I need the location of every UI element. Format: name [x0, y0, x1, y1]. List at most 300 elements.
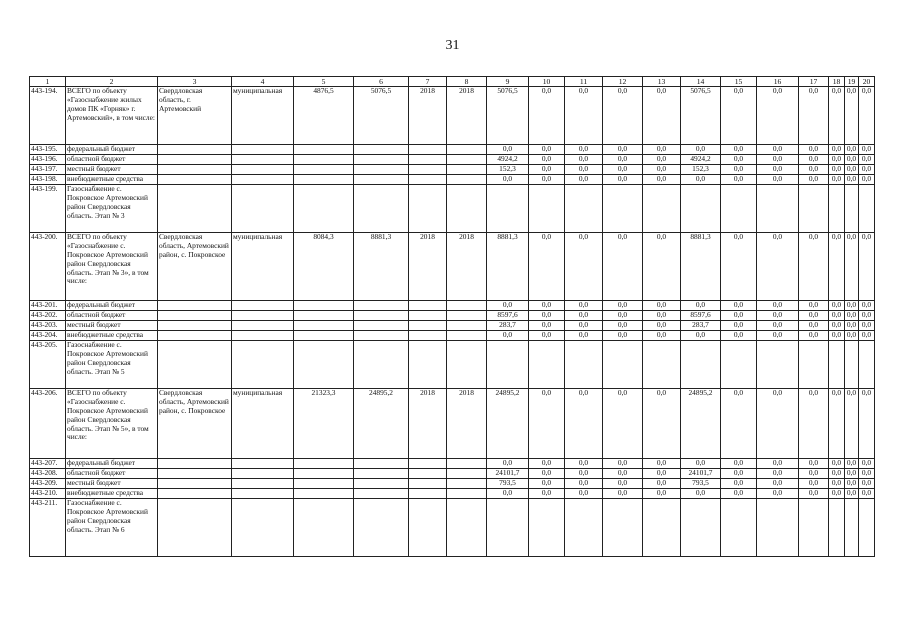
table-cell — [158, 331, 232, 341]
table-row — [30, 311, 875, 321]
table-cell — [409, 185, 447, 233]
table-row — [30, 469, 875, 479]
column-header: 7 — [409, 77, 447, 87]
table-cell: 0,0 — [643, 469, 681, 479]
table-cell: 0,0 — [529, 233, 565, 301]
table-cell — [447, 145, 487, 155]
table-cell: 0,0 — [845, 459, 859, 469]
table-cell — [529, 185, 565, 233]
table-cell: Свердловская область, Артемовский район, с. Покровское — [158, 389, 232, 459]
table-cell — [158, 175, 232, 185]
row-name-cell: местный бюджет — [66, 479, 158, 489]
table-cell: 0,0 — [799, 331, 829, 341]
table-cell — [294, 145, 354, 155]
table-cell: 4924,2 — [487, 155, 529, 165]
table-cell: 2018 — [409, 233, 447, 301]
table-cell — [409, 469, 447, 479]
table-cell — [294, 459, 354, 469]
table-row — [30, 499, 875, 557]
table-cell: 0,0 — [757, 145, 799, 155]
table-cell — [829, 185, 845, 233]
table-cell: 0,0 — [721, 175, 757, 185]
table-cell — [354, 311, 409, 321]
row-name-cell: Газоснабжение с. Покровское Артемовский район Свердловская область. Этап № 5 — [66, 341, 158, 389]
column-header: 5 — [294, 77, 354, 87]
column-header: 4 — [232, 77, 294, 87]
column-header: 14 — [681, 77, 721, 87]
table-cell: 0,0 — [829, 145, 845, 155]
table-cell: 0,0 — [845, 321, 859, 331]
table-cell: 0,0 — [859, 321, 875, 331]
table-cell — [294, 331, 354, 341]
table-row — [30, 479, 875, 489]
table-cell — [232, 311, 294, 321]
table-cell — [354, 145, 409, 155]
table-cell — [409, 499, 447, 557]
table-cell: 0,0 — [757, 331, 799, 341]
table-cell: 0,0 — [721, 469, 757, 479]
table-cell — [294, 165, 354, 175]
table-cell: 0,0 — [845, 331, 859, 341]
table-cell: 0,0 — [721, 165, 757, 175]
table-cell: 0,0 — [681, 145, 721, 155]
table-cell — [294, 185, 354, 233]
table-cell: 0,0 — [845, 165, 859, 175]
table-row — [30, 155, 875, 165]
table-cell: 0,0 — [565, 145, 603, 155]
table-cell: 0,0 — [529, 489, 565, 499]
table-cell — [158, 165, 232, 175]
table-cell — [232, 321, 294, 331]
table-cell: 0,0 — [603, 155, 643, 165]
table-cell: 0,0 — [757, 87, 799, 145]
table-cell: 0,0 — [529, 165, 565, 175]
table-cell: 0,0 — [845, 469, 859, 479]
row-code-cell: 443-196. — [30, 155, 66, 165]
table-cell: 0,0 — [757, 311, 799, 321]
table-cell — [354, 459, 409, 469]
table-cell: 0,0 — [829, 155, 845, 165]
table-cell: 24895,2 — [354, 389, 409, 459]
row-code-cell: 443-207. — [30, 459, 66, 469]
column-header: 10 — [529, 77, 565, 87]
row-code-cell: 443-197. — [30, 165, 66, 175]
table-cell: 0,0 — [829, 301, 845, 311]
table-cell: 8084,3 — [294, 233, 354, 301]
column-header: 20 — [859, 77, 875, 87]
table-cell — [232, 145, 294, 155]
table-cell — [294, 301, 354, 311]
table-cell — [757, 185, 799, 233]
table-cell: 283,7 — [487, 321, 529, 331]
table-cell: 0,0 — [643, 489, 681, 499]
table-cell — [565, 499, 603, 557]
column-header: 13 — [643, 77, 681, 87]
table-cell: муниципальная — [232, 233, 294, 301]
table-cell — [354, 301, 409, 311]
row-name-cell: Газоснабжение с. Покровское Артемовский район Свердловская область. Этап № 3 — [66, 185, 158, 233]
table-cell: 24895,2 — [681, 389, 721, 459]
table-cell — [354, 341, 409, 389]
table-cell — [294, 321, 354, 331]
table-cell — [158, 301, 232, 311]
table-cell: 0,0 — [721, 331, 757, 341]
table-cell — [409, 331, 447, 341]
table-cell: 0,0 — [603, 459, 643, 469]
table-row — [30, 175, 875, 185]
table-cell: 0,0 — [529, 459, 565, 469]
table-cell: 0,0 — [643, 301, 681, 311]
table-cell — [354, 499, 409, 557]
table-cell: муниципальная — [232, 389, 294, 459]
table-cell — [565, 341, 603, 389]
table-cell — [447, 321, 487, 331]
table-cell: 0,0 — [829, 469, 845, 479]
table-cell: 0,0 — [603, 311, 643, 321]
table-cell: 0,0 — [643, 145, 681, 155]
table-cell — [354, 489, 409, 499]
table-cell — [681, 341, 721, 389]
table-cell — [354, 185, 409, 233]
row-name-cell: Газоснабжение с. Покровское Артемовский район Свердловская область. Этап № 6 — [66, 499, 158, 557]
table-cell: 24101,7 — [681, 469, 721, 479]
table-cell: 0,0 — [529, 479, 565, 489]
table-cell: 0,0 — [565, 233, 603, 301]
table-cell: 0,0 — [529, 389, 565, 459]
table-cell: 793,5 — [487, 479, 529, 489]
table-cell — [845, 341, 859, 389]
table-cell: 0,0 — [859, 165, 875, 175]
row-code-cell: 443-202. — [30, 311, 66, 321]
table-cell — [409, 459, 447, 469]
table-cell: 0,0 — [721, 479, 757, 489]
table-cell — [158, 311, 232, 321]
table-cell — [232, 469, 294, 479]
table-cell — [829, 341, 845, 389]
column-header: 17 — [799, 77, 829, 87]
table-cell — [409, 489, 447, 499]
table-cell: 0,0 — [643, 331, 681, 341]
table-cell: 0,0 — [859, 479, 875, 489]
table-cell: 0,0 — [603, 233, 643, 301]
table-cell: 0,0 — [565, 479, 603, 489]
table-cell: 0,0 — [799, 311, 829, 321]
table-cell: 0,0 — [643, 87, 681, 145]
table-cell: 0,0 — [859, 301, 875, 311]
column-header: 1 — [30, 77, 66, 87]
table-cell: 0,0 — [643, 165, 681, 175]
table-cell: 0,0 — [643, 175, 681, 185]
table-cell — [158, 499, 232, 557]
table-row — [30, 389, 875, 459]
table-cell: 152,3 — [681, 165, 721, 175]
column-header: 18 — [829, 77, 845, 87]
table-row — [30, 185, 875, 233]
table-cell — [845, 499, 859, 557]
row-code-cell: 443-211. — [30, 499, 66, 557]
table-cell: 2018 — [409, 389, 447, 459]
row-code-cell: 443-195. — [30, 145, 66, 155]
table-cell: 0,0 — [643, 389, 681, 459]
table-cell: 0,0 — [565, 175, 603, 185]
table-cell: 0,0 — [681, 459, 721, 469]
table-cell: 0,0 — [757, 155, 799, 165]
table-row — [30, 145, 875, 155]
table-cell — [354, 175, 409, 185]
table-cell — [447, 459, 487, 469]
table-cell: 0,0 — [643, 311, 681, 321]
table-cell: 0,0 — [603, 301, 643, 311]
row-code-cell: 443-199. — [30, 185, 66, 233]
table-cell: 8597,6 — [487, 311, 529, 321]
row-name-cell: ВСЕГО по объекту «Газоснабжение с. Покровское Артемовский район Свердловская область. Этап № 3», в том числе: — [66, 233, 158, 301]
table-cell: 0,0 — [565, 311, 603, 321]
table-cell — [859, 341, 875, 389]
table-cell — [643, 499, 681, 557]
row-code-cell: 443-194. — [30, 87, 66, 145]
table-cell: Свердловская область, г. Артемовский — [158, 87, 232, 145]
table-cell — [447, 185, 487, 233]
table-cell — [232, 155, 294, 165]
table-cell: 0,0 — [799, 459, 829, 469]
table-cell — [845, 185, 859, 233]
table-cell: 0,0 — [799, 165, 829, 175]
table-cell: 0,0 — [721, 87, 757, 145]
table-cell — [721, 185, 757, 233]
table-cell: 5076,5 — [487, 87, 529, 145]
table-cell: 283,7 — [681, 321, 721, 331]
table-cell: 0,0 — [829, 321, 845, 331]
table-cell: 0,0 — [859, 87, 875, 145]
table-cell: муниципальная — [232, 87, 294, 145]
table-cell — [158, 459, 232, 469]
table-cell: 0,0 — [721, 321, 757, 331]
table-cell: 0,0 — [799, 155, 829, 165]
table-cell — [158, 321, 232, 331]
table-cell — [409, 175, 447, 185]
table-cell: 0,0 — [845, 479, 859, 489]
table-cell: 0,0 — [757, 165, 799, 175]
table-cell — [487, 499, 529, 557]
table-cell: 8881,3 — [681, 233, 721, 301]
table-cell: 0,0 — [565, 489, 603, 499]
table-cell: 0,0 — [529, 87, 565, 145]
table-cell — [829, 499, 845, 557]
row-code-cell: 443-204. — [30, 331, 66, 341]
table-cell — [603, 341, 643, 389]
table-cell — [565, 185, 603, 233]
table-cell: 0,0 — [603, 165, 643, 175]
column-header: 3 — [158, 77, 232, 87]
table-cell: 0,0 — [721, 459, 757, 469]
table-cell: 0,0 — [643, 321, 681, 331]
table-cell — [447, 301, 487, 311]
table-cell — [158, 341, 232, 389]
table-cell: 2018 — [447, 233, 487, 301]
table-cell: 0,0 — [799, 469, 829, 479]
table-cell — [232, 185, 294, 233]
column-header: 16 — [757, 77, 799, 87]
table-cell — [232, 301, 294, 311]
row-code-cell: 443-200. — [30, 233, 66, 301]
table-cell — [232, 479, 294, 489]
table-cell: 0,0 — [757, 175, 799, 185]
table-cell — [529, 499, 565, 557]
table-cell: 0,0 — [859, 311, 875, 321]
table-cell: 0,0 — [859, 155, 875, 165]
page-number: 31 — [445, 38, 460, 53]
table-cell: 0,0 — [487, 459, 529, 469]
table-cell: 0,0 — [799, 389, 829, 459]
table-cell — [232, 175, 294, 185]
column-header: 12 — [603, 77, 643, 87]
table-cell: 0,0 — [757, 301, 799, 311]
table-cell — [409, 145, 447, 155]
table-cell — [487, 341, 529, 389]
table-cell — [158, 155, 232, 165]
table-cell: 0,0 — [721, 311, 757, 321]
table-row — [30, 321, 875, 331]
table-cell: 0,0 — [721, 233, 757, 301]
row-code-cell: 443-205. — [30, 341, 66, 389]
table-cell: 0,0 — [529, 321, 565, 331]
table-cell — [294, 341, 354, 389]
table-cell: 0,0 — [829, 233, 845, 301]
table-cell: 0,0 — [799, 145, 829, 155]
table-cell: 8597,6 — [681, 311, 721, 321]
row-name-cell: местный бюджет — [66, 321, 158, 331]
table-cell: 0,0 — [859, 175, 875, 185]
table-cell: 4876,5 — [294, 87, 354, 145]
table-row — [30, 87, 875, 145]
table-cell: 0,0 — [643, 233, 681, 301]
table-cell: 0,0 — [829, 479, 845, 489]
table-cell — [487, 185, 529, 233]
table-cell: 0,0 — [487, 331, 529, 341]
table-cell: Свердловская область, Артемовский район, с. Покровское — [158, 233, 232, 301]
table-cell — [447, 175, 487, 185]
table-cell: 0,0 — [859, 233, 875, 301]
table-cell: 0,0 — [565, 331, 603, 341]
table-cell: 0,0 — [829, 459, 845, 469]
table-cell — [447, 489, 487, 499]
table-cell: 793,5 — [681, 479, 721, 489]
row-code-cell: 443-198. — [30, 175, 66, 185]
table-cell — [409, 165, 447, 175]
table-cell — [354, 321, 409, 331]
table-cell: 0,0 — [681, 489, 721, 499]
table-cell: 0,0 — [721, 389, 757, 459]
table-cell: 5076,5 — [681, 87, 721, 145]
table-cell: 0,0 — [757, 479, 799, 489]
table-cell: 0,0 — [565, 459, 603, 469]
table-cell: 0,0 — [603, 479, 643, 489]
table-cell: 0,0 — [487, 145, 529, 155]
row-name-cell: областной бюджет — [66, 469, 158, 479]
table-row — [30, 459, 875, 469]
table-cell — [643, 185, 681, 233]
row-code-cell: 443-203. — [30, 321, 66, 331]
table-cell: 4924,2 — [681, 155, 721, 165]
table-cell: 0,0 — [845, 489, 859, 499]
table-cell — [409, 479, 447, 489]
table-cell: 2018 — [447, 389, 487, 459]
table-cell: 0,0 — [603, 489, 643, 499]
row-code-cell: 443-201. — [30, 301, 66, 311]
table-row — [30, 489, 875, 499]
table-cell — [603, 499, 643, 557]
table-cell: 0,0 — [643, 459, 681, 469]
table-cell: 0,0 — [721, 145, 757, 155]
table-cell: 0,0 — [757, 233, 799, 301]
table-cell — [643, 341, 681, 389]
table-cell: 0,0 — [565, 87, 603, 145]
table-cell — [232, 165, 294, 175]
table-cell: 0,0 — [721, 301, 757, 311]
table-cell — [799, 341, 829, 389]
table-cell — [409, 341, 447, 389]
table-cell: 0,0 — [859, 145, 875, 155]
table-cell: 0,0 — [487, 489, 529, 499]
table-row — [30, 301, 875, 311]
table-cell: 0,0 — [829, 165, 845, 175]
table-cell — [158, 489, 232, 499]
table-cell: 0,0 — [799, 479, 829, 489]
table-row — [30, 165, 875, 175]
table-cell: 0,0 — [721, 155, 757, 165]
row-name-cell: внебюджетные средства — [66, 489, 158, 499]
table-cell — [294, 489, 354, 499]
table-cell — [721, 341, 757, 389]
table-cell: 0,0 — [845, 175, 859, 185]
table-cell — [294, 499, 354, 557]
row-name-cell: ВСЕГО по объекту «Газоснабжение жилых домов ПК «Горняк» г. Артемовский», в том числе: — [66, 87, 158, 145]
table-cell — [158, 185, 232, 233]
table-cell: 0,0 — [487, 301, 529, 311]
table-cell: 0,0 — [829, 175, 845, 185]
row-code-cell: 443-209. — [30, 479, 66, 489]
row-name-cell: федеральный бюджет — [66, 459, 158, 469]
table-cell: 0,0 — [859, 389, 875, 459]
table-cell: 0,0 — [799, 87, 829, 145]
table-cell: 21323,3 — [294, 389, 354, 459]
table-cell: 24101,7 — [487, 469, 529, 479]
table-cell: 0,0 — [757, 459, 799, 469]
table-cell — [681, 499, 721, 557]
table-cell: 0,0 — [757, 321, 799, 331]
table-row — [30, 331, 875, 341]
table-cell — [354, 155, 409, 165]
row-name-cell: ВСЕГО по объекту «Газоснабжение с. Покровское Артемовский район Свердловская область. Этап № 5», в том числе: — [66, 389, 158, 459]
table-cell — [799, 499, 829, 557]
table-cell: 8881,3 — [487, 233, 529, 301]
table-cell: 0,0 — [603, 87, 643, 145]
table-cell: 0,0 — [603, 321, 643, 331]
table-cell: 0,0 — [859, 469, 875, 479]
table-cell — [294, 479, 354, 489]
table-row — [30, 341, 875, 389]
table-cell: 0,0 — [681, 175, 721, 185]
row-name-cell: федеральный бюджет — [66, 145, 158, 155]
table-cell — [447, 311, 487, 321]
table-cell — [409, 155, 447, 165]
table-cell — [232, 459, 294, 469]
table-cell: 0,0 — [529, 331, 565, 341]
table-cell — [447, 331, 487, 341]
table-cell: 5076,5 — [354, 87, 409, 145]
column-header: 8 — [447, 77, 487, 87]
budget-table — [29, 76, 875, 557]
